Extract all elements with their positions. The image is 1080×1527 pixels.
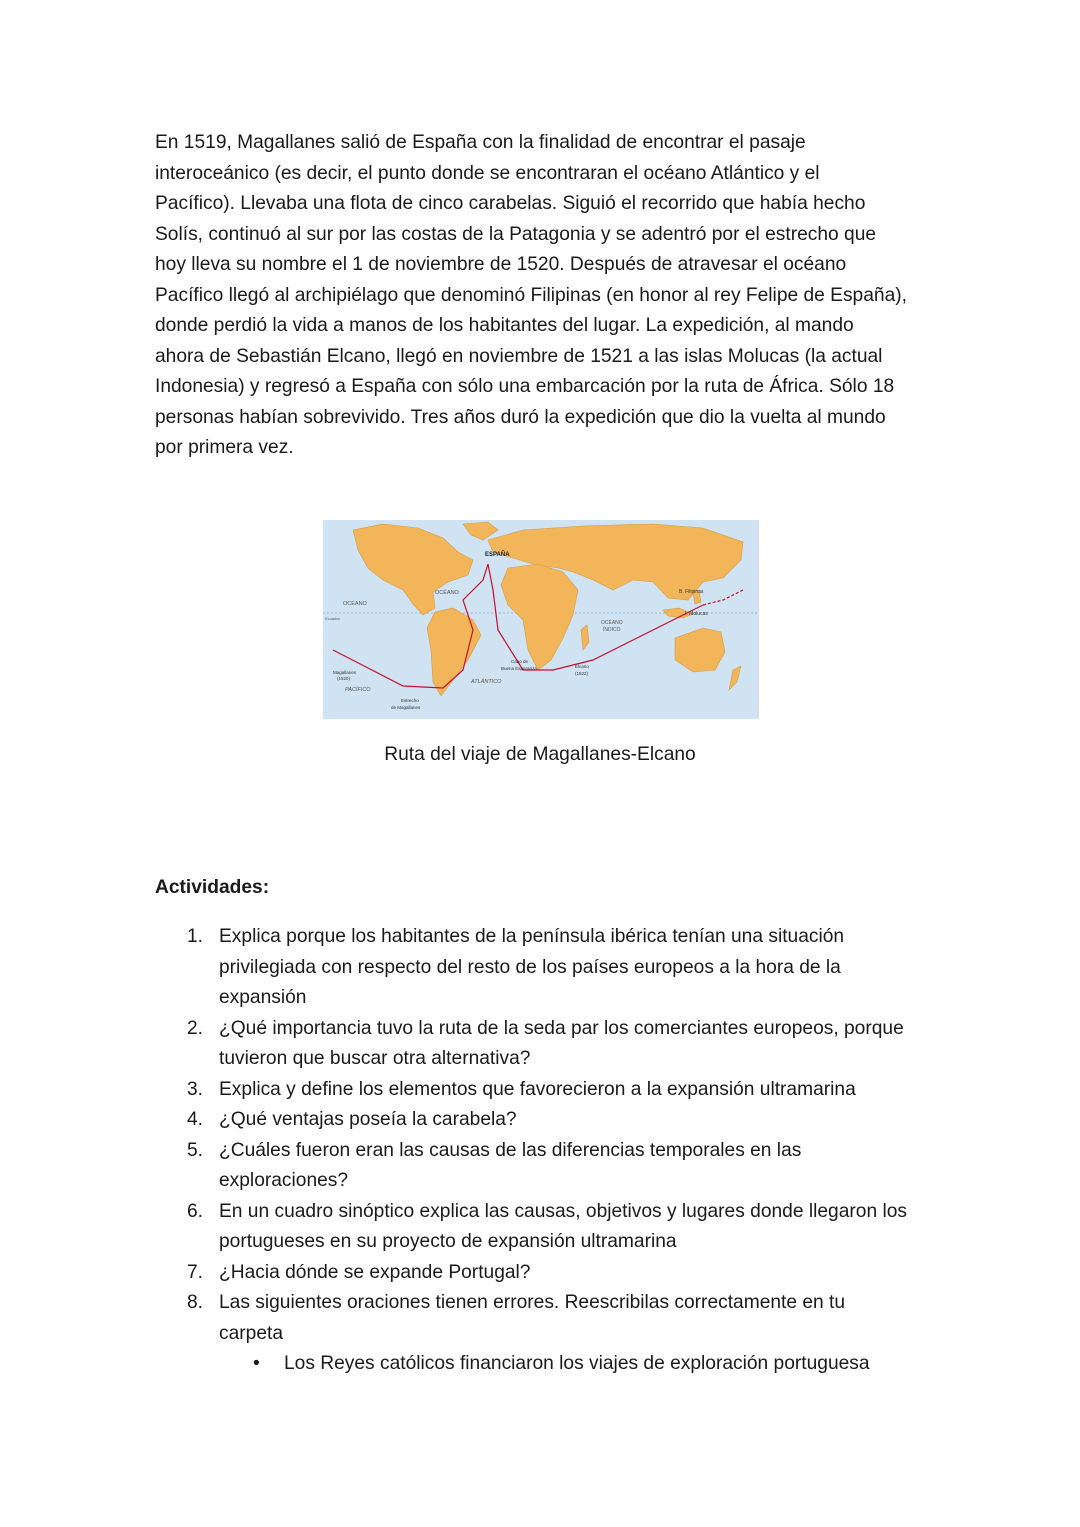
intro-line: por primera vez. <box>155 437 294 458</box>
activity-number: 7. <box>187 1261 204 1283</box>
activity-number: 5. <box>187 1139 204 1161</box>
intro-line: En 1519, Magallanes salió de España con la finalidad de encontrar el pasaje <box>155 132 806 153</box>
activity-number: 4. <box>187 1109 204 1130</box>
activity-item <box>155 1136 925 1197</box>
activity-line: portugueses en su proyecto de expansión ultramarina <box>219 1231 677 1252</box>
activity-line: ¿Cuáles fueron eran las causas de las diferencias temporales en las <box>219 1139 802 1161</box>
activities-list <box>155 922 925 1380</box>
route-map-image <box>323 520 759 719</box>
activity-number: 8. <box>187 1292 204 1313</box>
activity-number: 3. <box>187 1078 204 1100</box>
activities-heading: Actividades: <box>155 877 270 898</box>
label-cabo: Buena Esperanza <box>501 666 537 671</box>
label-atlantico: ATLÁNTICO <box>471 679 502 685</box>
label-magallanes: Magallanes <box>333 670 357 675</box>
activity-number: 1. <box>187 926 204 947</box>
label-oceano-indico: OCÉANO <box>601 620 623 626</box>
label-pacifico: PACÍFICO <box>345 687 371 693</box>
activity-line: privilegiada con respecto del resto de los países europeos a la hora de la <box>219 956 841 978</box>
intro-line: Pacífico). Llevaba una flota de cinco carabelas. Siguió el recorrido que había hecho <box>155 193 866 214</box>
label-cabo: Cabo de <box>511 659 529 664</box>
activity-number: 6. <box>187 1200 204 1222</box>
label-oceano: OCÉANO <box>435 590 459 596</box>
activity-line: tuvieron que buscar otra alternativa? <box>219 1048 531 1069</box>
label-oceano-indico: ÍNDICO <box>603 627 621 633</box>
intro-line: Solís, continuó al sur por las costas de la Patagonia y se adentró por el estrecho que <box>155 223 877 245</box>
activity-line: carpeta <box>219 1322 283 1344</box>
intro-paragraph <box>155 128 935 464</box>
label-molucas: I. Molucas <box>685 611 708 617</box>
activity-item <box>155 1258 925 1289</box>
activity-line: Explica porque los habitantes de la península ibérica tenían una situación <box>219 926 845 947</box>
label-elcano: Elcano <box>575 664 589 669</box>
intro-line: personas habían sobrevivido. Tres años duró la expedición que dio la vuelta al mundo <box>155 406 886 428</box>
activity-line: expansión <box>219 987 307 1008</box>
label-espana: ESPAÑA <box>485 552 510 558</box>
label-ecuador: Ecuador <box>325 616 340 621</box>
label-estrecho: de Magallanes <box>391 705 421 710</box>
activity-line: exploraciones? <box>219 1170 349 1191</box>
activity-line: Las siguientes oraciones tienen errores. Reescribilas correctamente en tu <box>219 1292 846 1313</box>
activity-item <box>155 1105 925 1136</box>
intro-line: interoceánico (es decir, el punto donde se encontraran el océano Atlántico y el <box>155 162 820 184</box>
label-oceano: OCÉANO <box>343 601 367 607</box>
intro-line: donde perdió la vida a manos de los habitantes del lugar. La expedición, al mando <box>155 315 854 336</box>
activity-line: ¿Qué ventajas poseía la carabela? <box>219 1109 517 1130</box>
activity-line: ¿Hacia dónde se expande Portugal? <box>219 1261 531 1283</box>
activity-number: 2. <box>187 1017 204 1039</box>
label-estrecho: Estrecho <box>401 698 419 703</box>
activity-item <box>155 1288 925 1380</box>
bullet-icon: • <box>253 1353 260 1374</box>
activity-item <box>155 1014 925 1075</box>
label-filipinas: B. Filipinas <box>679 589 704 595</box>
activity-sub-item <box>219 1349 925 1380</box>
activity-line: ¿Qué importancia tuvo la ruta de la seda par los comerciantes europeos, porque <box>219 1017 904 1039</box>
intro-line: Pacífico llegó al archipiélago que denominó Filipinas (en honor al rey Felipe de España), <box>155 284 907 306</box>
label-magallanes-year: (1520) <box>337 676 351 681</box>
activity-item <box>155 922 925 1014</box>
activity-line: Explica y define los elementos que favorecieron a la expansión ultramarina <box>219 1078 856 1100</box>
intro-line: ahora de Sebastián Elcano, llegó en noviembre de 1521 a las islas Molucas (la actual <box>155 345 883 367</box>
activity-item <box>155 1075 925 1106</box>
activity-line: En un cuadro sinóptico explica las causas, objetivos y lugares donde llegaron los <box>219 1200 907 1222</box>
figure-caption: Ruta del viaje de Magallanes-Elcano <box>384 744 696 765</box>
activity-sub-line: Los Reyes católicos financiaron los viajes de exploración portuguesa <box>284 1353 870 1374</box>
activity-item <box>155 1197 925 1258</box>
intro-line: hoy lleva su nombre el 1 de noviembre de 1520. Después de atravesar el océano <box>155 254 847 275</box>
activity-sub-list <box>219 1349 925 1380</box>
label-elcano-year: (1522) <box>575 671 589 676</box>
intro-line: Indonesia) y regresó a España con sólo una embarcación por la ruta de África. Sólo 18 <box>155 376 895 397</box>
